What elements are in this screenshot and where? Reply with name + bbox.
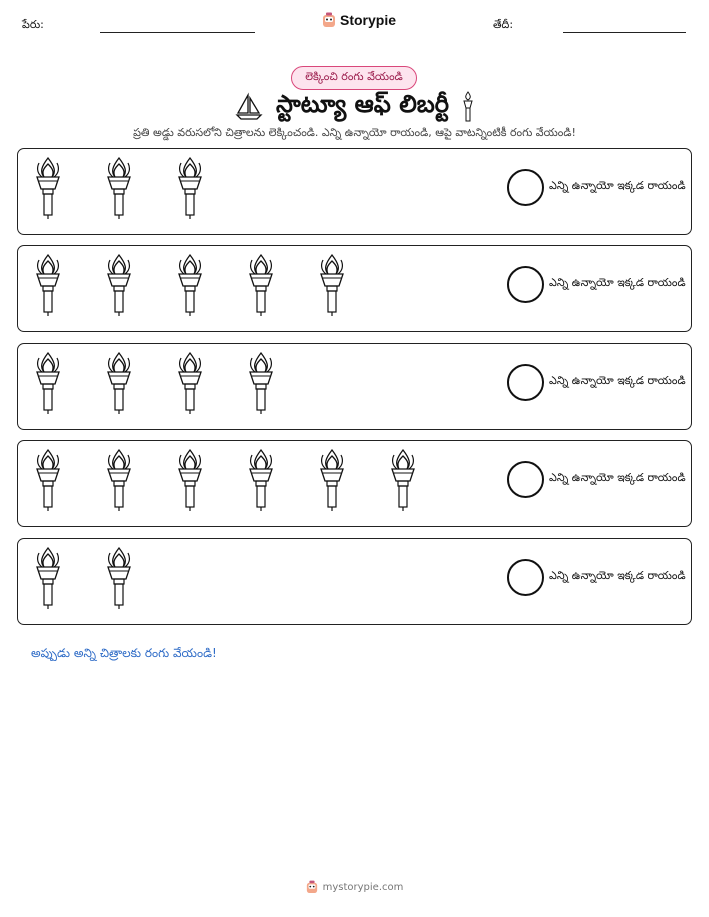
torch-icon	[97, 545, 141, 611]
torch-icon	[97, 252, 141, 318]
torch-icon	[239, 350, 283, 416]
answer-circle[interactable]	[507, 559, 544, 596]
torch-icon	[97, 350, 141, 416]
torch-icon	[26, 545, 70, 611]
torch-icon	[26, 447, 70, 513]
name-line[interactable]	[100, 32, 255, 33]
torch-icon	[239, 447, 283, 513]
footer-note: అప్పుడు అన్ని చిత్రాలకు రంగు వేయండి!	[31, 646, 217, 660]
count-row	[17, 538, 692, 625]
answer-prompt: ఎన్ని ఉన్నాయో ఇక్కడ రాయండి	[549, 179, 686, 192]
storypie-mascot-icon	[306, 880, 318, 894]
torch-icon	[310, 252, 354, 318]
answer-circle[interactable]	[507, 461, 544, 498]
torch-icon	[26, 350, 70, 416]
answer-circle[interactable]	[507, 364, 544, 401]
answer-circle[interactable]	[507, 266, 544, 303]
torch-icon	[97, 447, 141, 513]
date-line[interactable]	[563, 32, 686, 33]
torch-icon	[168, 252, 212, 318]
count-row	[17, 148, 692, 235]
answer-prompt: ఎన్ని ఉన్నాయో ఇక్కడ రాయండి	[549, 569, 686, 582]
storypie-mascot-icon	[322, 12, 336, 28]
torch-icon	[310, 447, 354, 513]
torch-icon	[97, 155, 141, 221]
brand-name: Storypie	[340, 12, 397, 28]
brand-logo	[322, 12, 396, 28]
count-row	[17, 343, 692, 430]
site-footer	[0, 880, 709, 894]
answer-circle[interactable]	[507, 169, 544, 206]
torch-icon	[461, 91, 475, 123]
torch-icon	[381, 447, 425, 513]
answer-prompt: ఎన్ని ఉన్నాయో ఇక్కడ రాయండి	[549, 471, 686, 484]
torch-icon	[26, 252, 70, 318]
torch-group	[26, 350, 283, 416]
count-row	[17, 245, 692, 332]
torch-icon	[168, 447, 212, 513]
torch-icon	[168, 350, 212, 416]
torch-group	[26, 252, 354, 318]
instructions: ప్రతి అడ్డు వరుసలోని చిత్రాలను లెక్కించండి. ఎన్ని ఉన్నాయో రాయండి, ఆపై వాటన్నింటికీ రంగు వేయండి!	[133, 126, 576, 139]
torch-group	[26, 155, 212, 221]
torch-group	[26, 545, 141, 611]
torch-icon	[26, 155, 70, 221]
torch-icon	[168, 155, 212, 221]
torch-group	[26, 447, 425, 513]
count-row	[17, 440, 692, 527]
date-label: తేదీ:	[493, 18, 514, 31]
answer-prompt: ఎన్ని ఉన్నాయో ఇక్కడ రాయండి	[549, 374, 686, 387]
sailboat-icon	[234, 92, 264, 122]
name-label: పేరు:	[22, 18, 44, 31]
page-title: స్టాట్యూ ఆఫ్ లిబర్టీ	[275, 90, 450, 118]
answer-prompt: ఎన్ని ఉన్నాయో ఇక్కడ రాయండి	[549, 276, 686, 289]
site-url: mystorypie.com	[322, 881, 404, 893]
torch-icon	[239, 252, 283, 318]
title-row	[0, 90, 709, 124]
subtitle-badge: లెక్కించి రంగు వేయండి	[291, 66, 417, 90]
